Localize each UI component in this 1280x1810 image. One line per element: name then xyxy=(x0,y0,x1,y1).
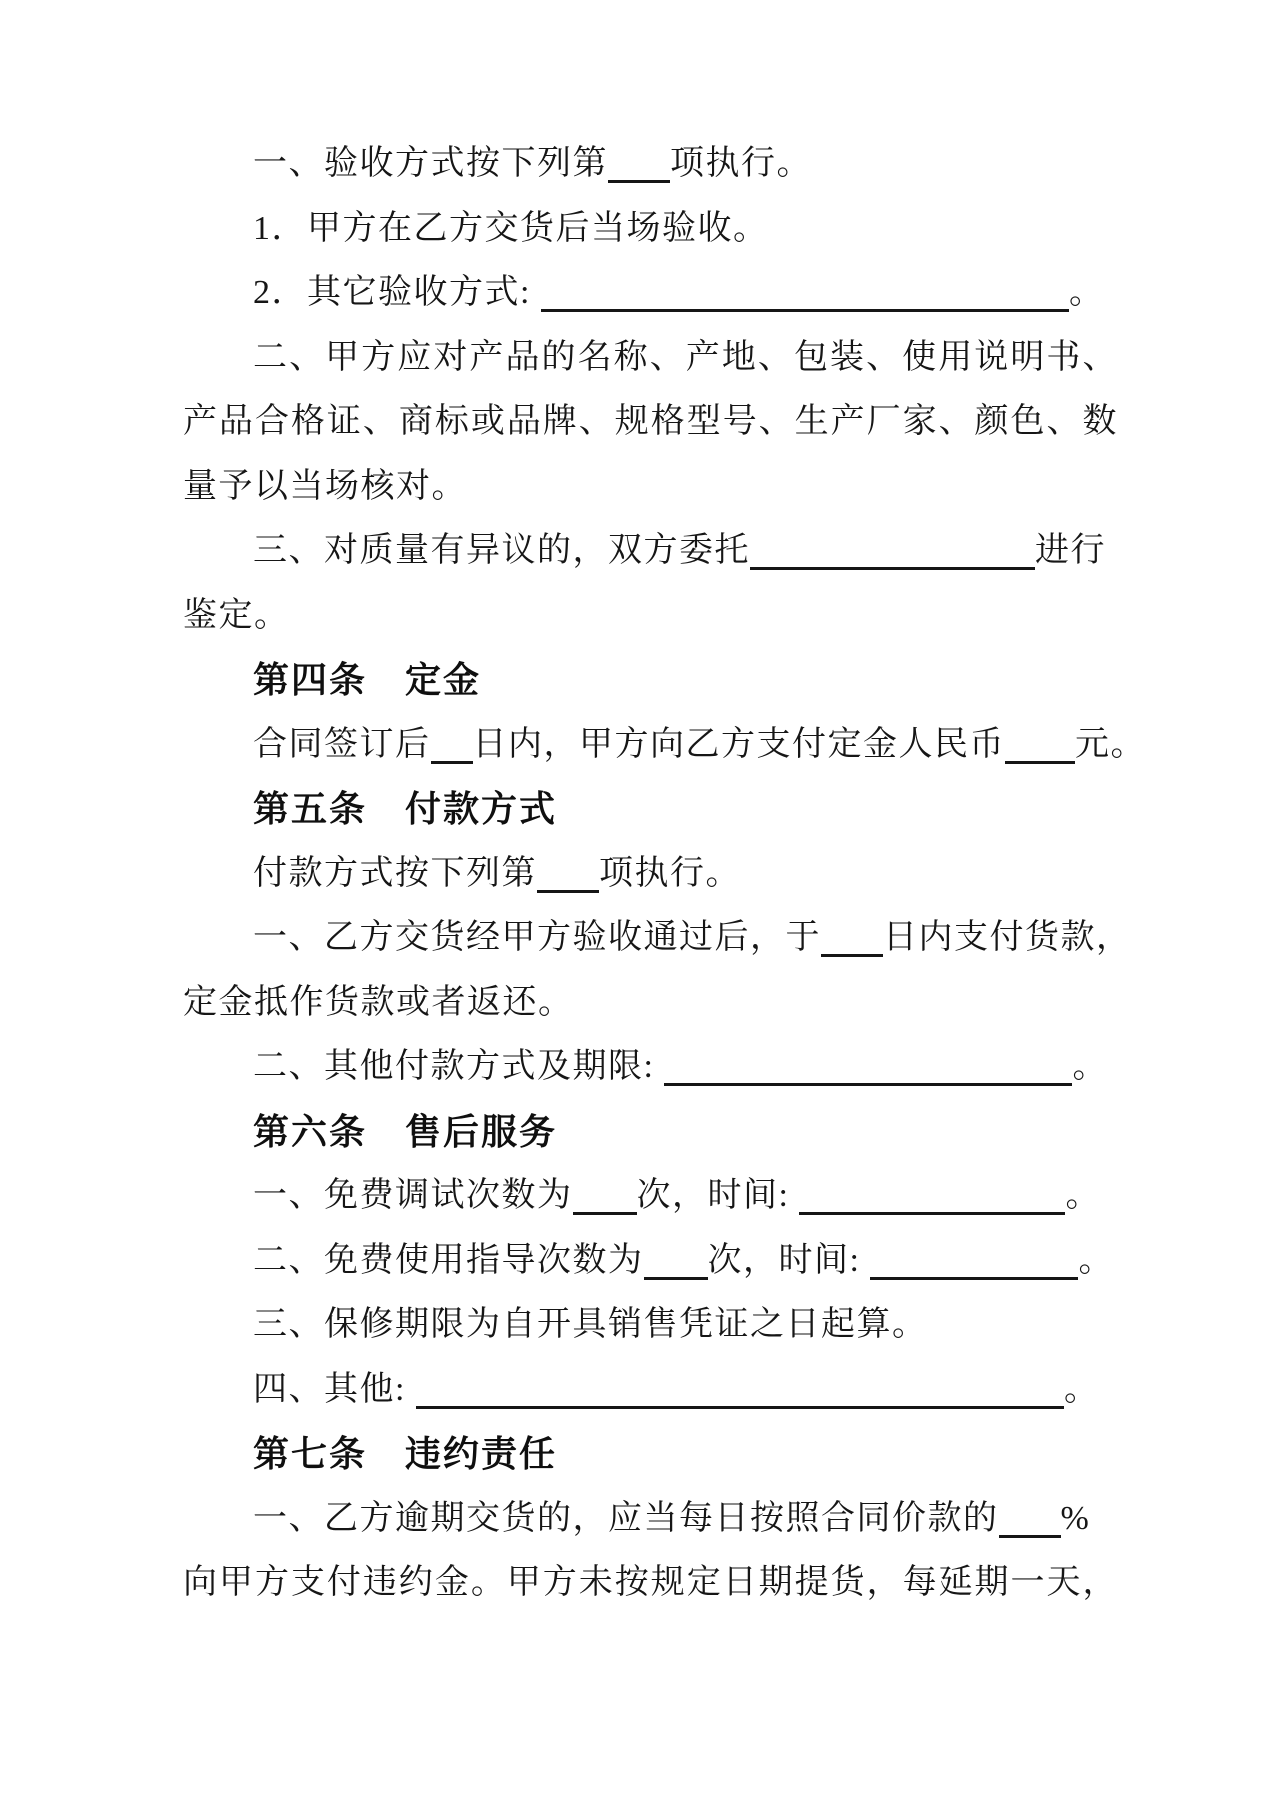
text-run: 进行 xyxy=(1035,532,1106,569)
blank-underline xyxy=(416,1370,1064,1409)
text-run: 。 xyxy=(1078,1241,1114,1279)
text-run: 第六条 售后服务 xyxy=(253,1110,558,1152)
blank-underline xyxy=(608,144,670,183)
text-run: 。 xyxy=(1065,1177,1101,1214)
blank-underline xyxy=(799,1176,1065,1215)
blank-underline xyxy=(541,273,1069,312)
document-line xyxy=(183,1035,1118,1100)
text-run: 。 xyxy=(1072,1048,1108,1085)
section-heading xyxy=(183,1100,1118,1165)
text-run: 元。 xyxy=(1075,725,1146,763)
text-run: 第七条 违约责任 xyxy=(253,1433,558,1474)
text-run: 一、乙方交货经甲方验收通过后，于 xyxy=(253,919,821,956)
document-line xyxy=(183,326,1118,391)
text-run: 四、其他: xyxy=(253,1370,416,1408)
text-run: 日内支付货款， xyxy=(883,919,1132,956)
document-line xyxy=(183,1229,1118,1294)
document-line xyxy=(183,390,1118,455)
document-line xyxy=(183,519,1118,584)
blank-underline xyxy=(664,1047,1072,1086)
blank-underline xyxy=(431,725,473,764)
blank-underline xyxy=(644,1241,708,1280)
blank-underline xyxy=(537,854,599,893)
text-run: 项执行。 xyxy=(670,145,812,182)
document-line xyxy=(183,1551,1118,1616)
text-run: 2．其它验收方式: xyxy=(253,274,541,311)
text-run: 向甲方支付违约金。甲方未按规定日期提货，每延期一天， xyxy=(183,1564,1118,1601)
text-run: 项执行。 xyxy=(599,854,741,892)
text-run: 鉴定。 xyxy=(183,596,290,634)
text-run: 合同签订后 xyxy=(253,725,431,763)
text-run: 付款方式按下列第 xyxy=(253,854,537,892)
section-heading xyxy=(183,777,1118,842)
text-run: 二、甲方应对产品的名称、产地、包装、使用说明书、 xyxy=(253,338,1118,376)
document-line xyxy=(183,197,1118,262)
text-run: 三、保修期限为自开具销售凭证之日起算。 xyxy=(253,1306,928,1343)
document-line xyxy=(183,1358,1118,1423)
blank-underline xyxy=(1005,725,1075,764)
text-run: 次，时间: xyxy=(707,1241,871,1279)
text-run: 二、其他付款方式及期限: xyxy=(253,1048,665,1085)
text-run: 1．甲方在乙方交货后当场验收。 xyxy=(253,209,769,247)
text-run: 定金抵作货款或者返还。 xyxy=(183,983,574,1021)
blank-underline xyxy=(750,531,1035,570)
document-line xyxy=(183,842,1118,907)
text-run: % xyxy=(1060,1499,1091,1537)
text-run: 。 xyxy=(1063,1370,1100,1408)
section-heading xyxy=(183,1422,1118,1487)
text-run: 三、对质量有异议的，双方委托 xyxy=(253,532,750,569)
blank-underline xyxy=(999,1499,1061,1538)
text-run: 日内，甲方向乙方支付定金人民币 xyxy=(472,725,1005,763)
document-line xyxy=(183,1164,1118,1229)
text-run: 产品合格证、商标或品牌、规格型号、生产厂家、颜色、数 xyxy=(183,403,1118,440)
text-run: 一、乙方逾期交货的，应当每日按照合同价款的 xyxy=(253,1499,999,1537)
blank-underline xyxy=(870,1241,1078,1280)
blank-underline xyxy=(821,918,883,957)
section-heading xyxy=(183,648,1118,713)
document-line xyxy=(183,713,1146,778)
text-run: 二、免费使用指导次数为 xyxy=(253,1241,644,1279)
document-line xyxy=(183,971,1118,1036)
text-run: 第五条 付款方式 xyxy=(253,788,558,829)
document-line xyxy=(183,455,1118,520)
text-run: 量予以当场核对。 xyxy=(183,467,467,505)
text-run: 一、验收方式按下列第 xyxy=(253,145,608,182)
text-run: 次，时间: xyxy=(636,1177,800,1214)
document-body xyxy=(183,132,1146,1616)
blank-underline xyxy=(573,1176,637,1215)
document-line xyxy=(183,1487,1118,1552)
document-line xyxy=(183,132,1118,197)
document-line xyxy=(183,261,1118,326)
document-line xyxy=(183,584,1118,649)
text-run: 第四条 定金 xyxy=(253,659,482,700)
text-run: 一、免费调试次数为 xyxy=(253,1177,573,1214)
document-line xyxy=(183,1293,1118,1358)
text-run: 。 xyxy=(1068,274,1105,311)
document-line xyxy=(183,906,1132,971)
